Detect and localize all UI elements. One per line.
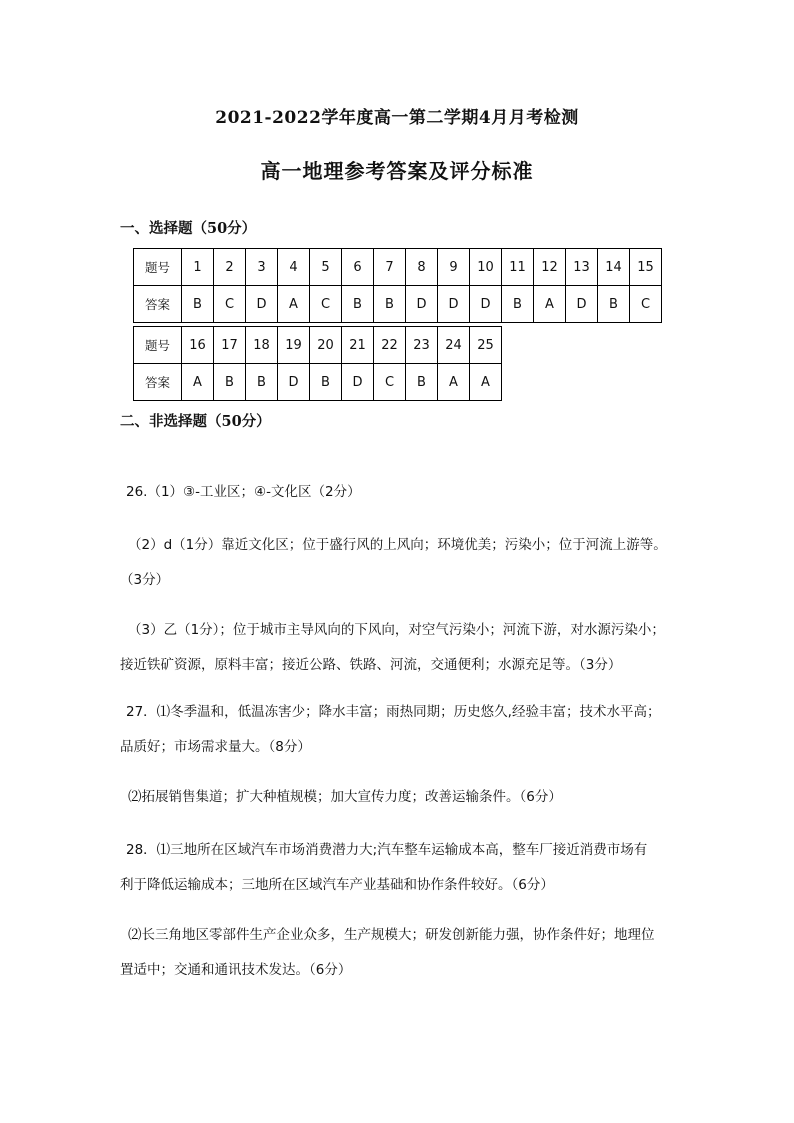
question-number: 14 <box>598 249 630 286</box>
row-label-question: 题号 <box>134 327 182 364</box>
exam-title: 2021-2022学年度高一第二学期4月月考检测 <box>215 108 579 128</box>
answer-letter: D <box>342 364 374 401</box>
question-number: 12 <box>534 249 566 286</box>
row-label-question: 题号 <box>134 249 182 286</box>
question-number: 1 <box>182 249 214 286</box>
section-free-response-heading: 二、非选择题（50分） <box>120 413 271 430</box>
question-number: 11 <box>502 249 534 286</box>
table-row-answers <box>134 364 502 401</box>
answer-line: 28．⑴三地所在区域汽车市场消费潜力大;汽车整车运输成本高，整车厂接近消费市场有 <box>126 842 648 858</box>
answer-q28 <box>120 833 685 988</box>
answer-line: 接近铁矿资源，原料丰富；接近公路、铁路、河流，交通便利；水源充足等。（3分） <box>120 657 622 673</box>
answer-letter: D <box>278 364 310 401</box>
question-number: 5 <box>310 249 342 286</box>
row-label-answer: 答案 <box>134 286 182 323</box>
answer-letter: C <box>630 286 662 323</box>
question-number: 15 <box>630 249 662 286</box>
answer-line: （3分） <box>120 572 170 588</box>
answer-line: 26.（1）③-工业区；④-文化区（2分） <box>126 484 361 500</box>
answer-letter: B <box>598 286 630 323</box>
question-number: 22 <box>374 327 406 364</box>
question-number: 20 <box>310 327 342 364</box>
question-number: 13 <box>566 249 598 286</box>
answer-line: （2）d（1分）靠近文化区；位于盛行风的上风向；环境优美；污染小；位于河流上游等。 <box>128 537 667 553</box>
answer-line: 利于降低运输成本；三地所在区域汽车产业基础和协作条件较好。（6分） <box>120 877 554 893</box>
question-number: 18 <box>246 327 278 364</box>
row-label-answer: 答案 <box>134 364 182 401</box>
answer-letter: D <box>438 286 470 323</box>
answer-letter: B <box>406 364 438 401</box>
answer-letter: A <box>278 286 310 323</box>
answer-letter: B <box>182 286 214 323</box>
answer-letter: B <box>246 364 278 401</box>
question-number: 6 <box>342 249 374 286</box>
question-number: 21 <box>342 327 374 364</box>
answer-letter: A <box>534 286 566 323</box>
question-number: 3 <box>246 249 278 286</box>
question-number: 16 <box>182 327 214 364</box>
question-number: 17 <box>214 327 246 364</box>
answer-letter: A <box>438 364 470 401</box>
answer-line: ⑵拓展销售集道；扩大种植规模；加大宣传力度；改善运输条件。（6分） <box>128 789 562 805</box>
answer-table-1-15 <box>133 248 662 323</box>
answer-letter: D <box>406 286 438 323</box>
question-number: 10 <box>470 249 502 286</box>
answer-letter: D <box>566 286 598 323</box>
question-number: 4 <box>278 249 310 286</box>
question-number: 8 <box>406 249 438 286</box>
question-number: 7 <box>374 249 406 286</box>
answer-letter: C <box>374 364 406 401</box>
question-number: 2 <box>214 249 246 286</box>
answer-line: 27．⑴冬季温和，低温冻害少；降水丰富；雨热同期；历史悠久,经验丰富；技术水平高； <box>126 704 661 720</box>
question-number: 9 <box>438 249 470 286</box>
table-row-question-numbers <box>134 327 502 364</box>
answer-q27 <box>120 695 685 815</box>
section-multiple-choice-heading: 一、选择题（50分） <box>120 220 257 237</box>
question-number: 25 <box>470 327 502 364</box>
answer-letter: B <box>502 286 534 323</box>
answer-letter: B <box>342 286 374 323</box>
answer-letter: D <box>246 286 278 323</box>
answer-line: ⑵长三角地区零部件生产企业众多，生产规模大；研发创新能力强，协作条件好；地理位 <box>128 927 655 943</box>
answer-letter: B <box>374 286 406 323</box>
answer-table-16-25 <box>133 326 502 401</box>
answer-letter: A <box>182 364 214 401</box>
answer-letter: C <box>214 286 246 323</box>
answer-line: （3）乙（1分）；位于城市主导风向的下风向，对空气污染小；河流下游，对水源污染小； <box>128 622 665 638</box>
answer-letter: A <box>470 364 502 401</box>
table-row-question-numbers <box>134 249 662 286</box>
question-number: 23 <box>406 327 438 364</box>
answer-letter: D <box>470 286 502 323</box>
table-row-answers <box>134 286 662 323</box>
question-number: 24 <box>438 327 470 364</box>
answer-letter: B <box>214 364 246 401</box>
answer-line: 置适中；交通和通讯技术发达。（6分） <box>120 962 352 978</box>
answer-letter: B <box>310 364 342 401</box>
answer-q26 <box>120 475 685 683</box>
question-number: 19 <box>278 327 310 364</box>
answer-line: 品质好；市场需求量大。（8分） <box>120 739 311 755</box>
answer-key-title: 高一地理参考答案及评分标准 <box>260 159 534 183</box>
answer-letter: C <box>310 286 342 323</box>
